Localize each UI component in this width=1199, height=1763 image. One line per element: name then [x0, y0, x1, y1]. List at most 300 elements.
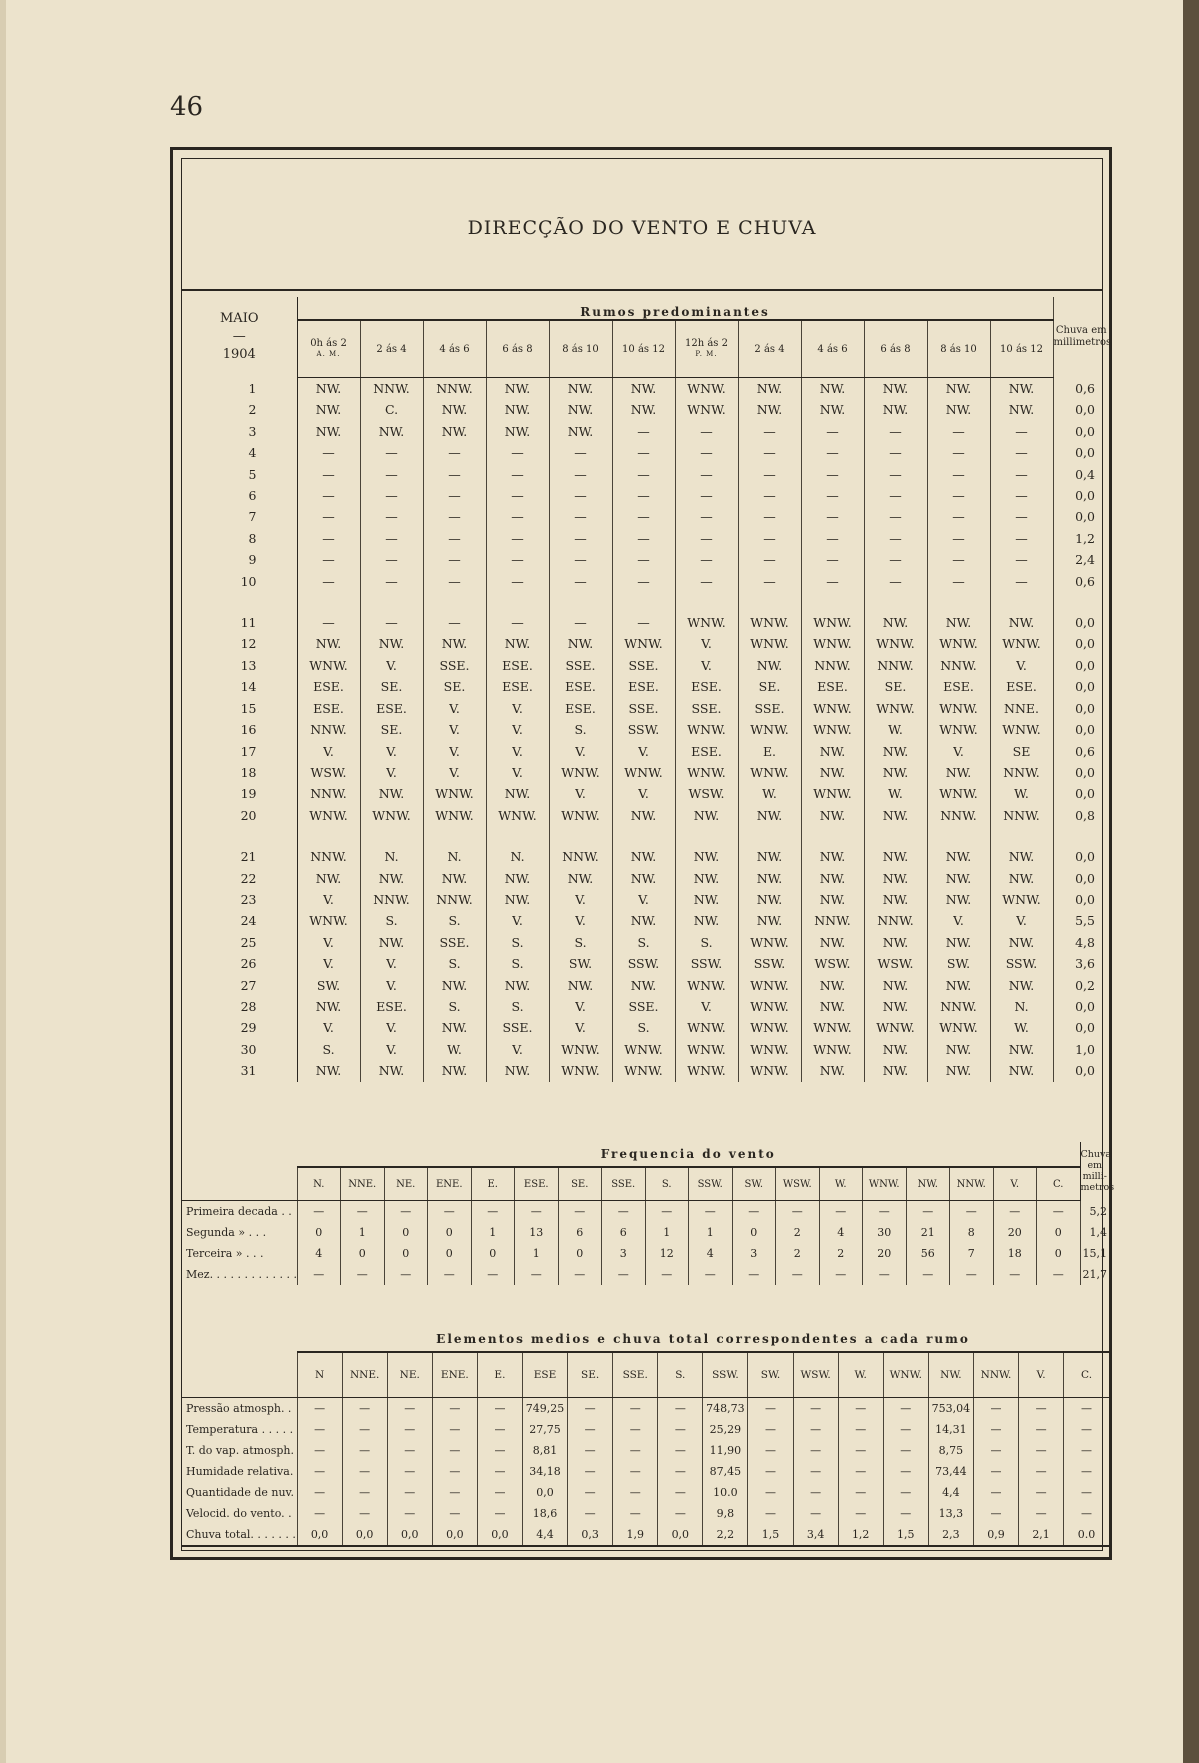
- time-column-header: [486, 320, 549, 378]
- wind-direction-cell: E.: [738, 741, 801, 762]
- elem-value-cell: —: [793, 1398, 838, 1420]
- spacer-cell: [612, 592, 675, 612]
- wind-direction-cell: WNW.: [738, 719, 801, 740]
- wind-direction-cell: NW.: [927, 889, 990, 910]
- elem-direction-header: S.: [658, 1352, 703, 1398]
- spacer-cell: [801, 592, 864, 612]
- wind-direction-cell: V.: [549, 1017, 612, 1038]
- wind-direction-cell: NW.: [990, 399, 1053, 420]
- wind-direction-cell: WNW.: [675, 762, 738, 783]
- wind-direction-cell: V.: [297, 741, 360, 762]
- wind-direction-cell: ESE.: [801, 676, 864, 697]
- wind-direction-cell: NW.: [549, 378, 612, 400]
- freq-value-cell: —: [297, 1264, 341, 1285]
- wind-direction-cell: NW.: [738, 868, 801, 889]
- elem-value-cell: 18,6: [522, 1503, 567, 1524]
- freq-value-cell: 18: [993, 1243, 1037, 1264]
- elem-value-cell: 1,2: [838, 1524, 883, 1546]
- rain-mm-cell: 1,2: [1075, 530, 1095, 546]
- elem-value-cell: —: [658, 1440, 703, 1461]
- elem-value-cell: —: [973, 1503, 1018, 1524]
- elem-value-cell: —: [477, 1398, 522, 1420]
- freq-value-cell: 12: [645, 1243, 689, 1264]
- wind-direction-cell: —: [864, 506, 927, 527]
- elem-value-cell: 27,75: [522, 1419, 567, 1440]
- wind-direction-cell: WNW.: [738, 762, 801, 783]
- wind-direction-cell: S.: [612, 1017, 675, 1038]
- elem-value-cell: —: [432, 1503, 477, 1524]
- day-number: 2: [182, 399, 297, 420]
- elem-value-cell: 753,04: [928, 1398, 973, 1420]
- freq-direction-header: S.: [645, 1167, 689, 1201]
- wind-direction-cell: —: [801, 506, 864, 527]
- elem-value-cell: 0,0: [432, 1524, 477, 1546]
- wind-direction-cell: NW.: [297, 399, 360, 420]
- elem-row: [182, 1524, 1109, 1546]
- wind-direction-cell: —: [990, 571, 1053, 592]
- elem-value-cell: 73,44: [928, 1461, 973, 1482]
- day-row: [182, 1017, 1109, 1038]
- elem-value-cell: 0,0: [658, 1524, 703, 1546]
- wind-direction-cell: —: [990, 528, 1053, 549]
- freq-value-cell: —: [645, 1201, 689, 1223]
- wind-direction-cell: —: [738, 421, 801, 442]
- wind-direction-cell: WNW.: [738, 633, 801, 654]
- rain-mm-cell: 0,0: [1075, 679, 1095, 695]
- wind-direction-cell: —: [990, 506, 1053, 527]
- wind-direction-cell: —: [486, 612, 549, 633]
- elem-row-label: Velocid. do vento. .: [182, 1503, 297, 1524]
- wind-direction-cell: WNW.: [864, 633, 927, 654]
- wind-direction-cell: V.: [297, 953, 360, 974]
- freq-row: [182, 1264, 1109, 1285]
- wind-direction-cell: WNW.: [801, 719, 864, 740]
- wind-direction-cell: WNW.: [612, 1060, 675, 1081]
- elem-value-cell: —: [1081, 1402, 1093, 1415]
- freq-value-cell: —: [1037, 1264, 1081, 1285]
- freq-row-label: Terceira » . . .: [182, 1243, 297, 1264]
- wind-direction-cell: C.: [360, 399, 423, 420]
- rain-mm-cell: 0,0: [1075, 615, 1095, 631]
- wind-direction-cell: S.: [297, 1039, 360, 1060]
- elem-value-cell: 8,81: [522, 1440, 567, 1461]
- wind-direction-cell: V.: [675, 655, 738, 676]
- wind-direction-cell: NW.: [801, 762, 864, 783]
- elem-value-cell: —: [883, 1503, 928, 1524]
- freq-value-cell: —: [341, 1201, 385, 1223]
- rain-mm-cell: 0,0: [1075, 636, 1095, 652]
- elem-value-cell: —: [387, 1419, 432, 1440]
- elem-value-cell: —: [658, 1461, 703, 1482]
- freq-value-cell: 2: [776, 1222, 820, 1243]
- day-row: [182, 442, 1109, 463]
- freq-direction-header: NE.: [384, 1167, 428, 1201]
- wind-direction-cell: NW.: [864, 1039, 927, 1060]
- elem-value-cell: —: [883, 1461, 928, 1482]
- spacer-cell: [486, 826, 549, 846]
- freq-value-cell: —: [906, 1264, 950, 1285]
- month-header: [182, 297, 297, 378]
- elem-value-cell: 87,45: [703, 1461, 748, 1482]
- day-row: [182, 889, 1109, 910]
- wind-direction-cell: NW.: [801, 741, 864, 762]
- wind-direction-cell: S.: [612, 932, 675, 953]
- wind-direction-cell: SE.: [360, 676, 423, 697]
- wind-direction-cell: —: [738, 442, 801, 463]
- wind-direction-cell: NW.: [801, 399, 864, 420]
- day-row: [182, 549, 1109, 570]
- wind-direction-cell: NW.: [927, 868, 990, 889]
- day-number: 27: [182, 975, 297, 996]
- wind-direction-cell: SSE.: [612, 996, 675, 1017]
- wind-direction-cell: NW.: [927, 762, 990, 783]
- freq-direction-header: NW.: [906, 1167, 950, 1201]
- time-period-label: A. M.: [316, 350, 341, 358]
- wind-direction-cell: —: [297, 571, 360, 592]
- elem-value-cell: —: [793, 1440, 838, 1461]
- wind-direction-cell: WNW.: [675, 612, 738, 633]
- freq-direction-header: WSW.: [776, 1167, 820, 1201]
- wind-direction-cell: NNW.: [927, 655, 990, 676]
- wind-direction-cell: ESE.: [360, 996, 423, 1017]
- wind-direction-cell: —: [549, 485, 612, 506]
- freq-value-cell: 4: [689, 1243, 733, 1264]
- wind-direction-cell: NW.: [486, 421, 549, 442]
- elem-value-cell: 0,0: [387, 1524, 432, 1546]
- elem-value-cell: —: [342, 1440, 387, 1461]
- wind-direction-cell: NW.: [801, 889, 864, 910]
- elem-value-cell: 0,0: [477, 1524, 522, 1546]
- wind-direction-cell: NW.: [990, 1039, 1053, 1060]
- wind-direction-cell: NW.: [612, 910, 675, 931]
- elem-group-header: Elementos medios e chuva total correspondentes a cada rumo: [297, 1327, 1109, 1352]
- elem-value-cell: —: [432, 1419, 477, 1440]
- wind-direction-cell: NNW.: [297, 783, 360, 804]
- freq-group-header: Frequencia do vento: [297, 1142, 1080, 1167]
- elem-value-cell: —: [883, 1398, 928, 1420]
- elem-value-cell: —: [477, 1440, 522, 1461]
- wind-direction-cell: —: [612, 442, 675, 463]
- wind-direction-cell: W.: [738, 783, 801, 804]
- day-number: 8: [182, 528, 297, 549]
- wind-direction-cell: NNW.: [990, 805, 1053, 826]
- wind-direction-cell: —: [675, 528, 738, 549]
- wind-direction-cell: —: [927, 571, 990, 592]
- elem-direction-header: SE.: [568, 1352, 613, 1398]
- wind-direction-cell: NW.: [990, 868, 1053, 889]
- elem-value-cell: 9,8: [703, 1503, 748, 1524]
- wind-direction-cell: WNW.: [549, 762, 612, 783]
- wind-direction-cell: —: [549, 442, 612, 463]
- elem-value-cell: —: [342, 1482, 387, 1503]
- elem-value-cell: —: [568, 1419, 613, 1440]
- spacer-cell: [549, 592, 612, 612]
- elem-value-cell: —: [1081, 1444, 1093, 1457]
- wind-direction-cell: S.: [486, 996, 549, 1017]
- time-column-header: [612, 320, 675, 378]
- day-row: [182, 783, 1109, 804]
- elem-direction-header: WNW.: [883, 1352, 928, 1398]
- page-title: DIRECÇÃO DO VENTO E CHUVA: [467, 217, 817, 239]
- rain-mm-cell: 0,0: [1075, 722, 1095, 738]
- wind-direction-cell: —: [297, 612, 360, 633]
- elem-direction-header: NW.: [928, 1352, 973, 1398]
- wind-direction-cell: —: [738, 571, 801, 592]
- wind-direction-cell: —: [864, 421, 927, 442]
- day-number: 16: [182, 719, 297, 740]
- wind-direction-cell: NW.: [486, 975, 549, 996]
- wind-direction-cell: S.: [486, 953, 549, 974]
- wind-direction-cell: SW.: [927, 953, 990, 974]
- freq-direction-header: NNW.: [950, 1167, 994, 1201]
- wind-direction-cell: WNW.: [549, 805, 612, 826]
- elem-value-cell: —: [973, 1398, 1018, 1420]
- day-number: 21: [182, 846, 297, 867]
- elem-direction-header: N: [297, 1352, 342, 1398]
- day-row: [182, 975, 1109, 996]
- freq-value-cell: —: [1037, 1201, 1081, 1223]
- elem-value-cell: —: [973, 1482, 1018, 1503]
- day-number: 18: [182, 762, 297, 783]
- wind-direction-cell: —: [927, 485, 990, 506]
- day-row: [182, 506, 1109, 527]
- freq-value-cell: 30: [863, 1222, 907, 1243]
- freq-value-cell: —: [993, 1201, 1037, 1223]
- freq-row: [182, 1222, 1109, 1243]
- wind-direction-cell: WNW.: [738, 612, 801, 633]
- elem-value-cell: —: [387, 1398, 432, 1420]
- wind-direction-cell: WNW.: [360, 805, 423, 826]
- freq-value-cell: 0: [1037, 1222, 1081, 1243]
- freq-direction-header: SSE.: [602, 1167, 646, 1201]
- wind-direction-cell: SE: [990, 741, 1053, 762]
- wind-direction-cell: —: [360, 442, 423, 463]
- wind-direction-cell: ESE.: [486, 676, 549, 697]
- freq-value-cell: —: [341, 1264, 385, 1285]
- freq-value-cell: 1: [471, 1222, 515, 1243]
- elem-value-cell: 13,3: [928, 1503, 973, 1524]
- time-range-label: 2 ás 4: [754, 343, 785, 355]
- day-number: 15: [182, 698, 297, 719]
- freq-row: [182, 1243, 1109, 1264]
- decade-spacer: [182, 826, 1109, 846]
- time-column-header: [927, 320, 990, 378]
- wind-direction-cell: WNW.: [612, 1039, 675, 1060]
- wind-direction-cell: SSW.: [612, 719, 675, 740]
- elem-value-cell: —: [1081, 1507, 1093, 1520]
- freq-chuva-header: Chuva em milli-metros: [1080, 1142, 1109, 1201]
- day-row: [182, 805, 1109, 826]
- wind-direction-cell: NW.: [486, 889, 549, 910]
- day-row: [182, 1060, 1109, 1081]
- elem-value-cell: 1,5: [748, 1524, 793, 1546]
- day-number: 12: [182, 633, 297, 654]
- wind-direction-cell: V.: [675, 996, 738, 1017]
- wind-direction-cell: NW.: [423, 633, 486, 654]
- wind-direction-cell: —: [360, 506, 423, 527]
- wind-direction-cell: NW.: [990, 612, 1053, 633]
- elem-value-cell: —: [838, 1482, 883, 1503]
- day-number: 14: [182, 676, 297, 697]
- freq-direction-header: W.: [819, 1167, 863, 1201]
- day-number: 23: [182, 889, 297, 910]
- freq-value-cell: 56: [906, 1243, 950, 1264]
- wind-direction-cell: —: [360, 485, 423, 506]
- spacer-cell: [864, 592, 927, 612]
- wind-direction-cell: —: [423, 528, 486, 549]
- day-row: [182, 655, 1109, 676]
- time-column-header: [801, 320, 864, 378]
- day-number: 3: [182, 421, 297, 442]
- day-row: [182, 996, 1109, 1017]
- spacer-cell: [360, 592, 423, 612]
- wind-direction-cell: NW.: [864, 868, 927, 889]
- wind-direction-cell: —: [738, 506, 801, 527]
- freq-value-cell: 0: [428, 1222, 472, 1243]
- elem-row: [182, 1419, 1109, 1440]
- spacer-cell: [182, 826, 297, 846]
- wind-direction-cell: WNW.: [801, 1039, 864, 1060]
- wind-direction-cell: V.: [549, 783, 612, 804]
- wind-direction-cell: NW.: [738, 846, 801, 867]
- wind-direction-cell: NW.: [486, 399, 549, 420]
- elem-value-cell: —: [477, 1419, 522, 1440]
- wind-direction-cell: S.: [360, 910, 423, 931]
- wind-direction-cell: S.: [423, 996, 486, 1017]
- freq-value-cell: 0: [471, 1243, 515, 1264]
- wind-direction-cell: —: [927, 464, 990, 485]
- day-row: [182, 676, 1109, 697]
- wind-direction-cell: NW.: [675, 910, 738, 931]
- time-column-header: [675, 320, 738, 378]
- elem-value-cell: —: [883, 1440, 928, 1461]
- time-period-label: P. M.: [695, 350, 718, 358]
- wind-direction-cell: WNW.: [738, 1039, 801, 1060]
- wind-direction-cell: WNW.: [927, 783, 990, 804]
- wind-direction-cell: —: [612, 612, 675, 633]
- wind-direction-cell: —: [675, 506, 738, 527]
- wind-direction-cell: —: [297, 506, 360, 527]
- wind-direction-cell: NW.: [675, 846, 738, 867]
- wind-direction-cell: V.: [549, 996, 612, 1017]
- freq-direction-header: ESE.: [515, 1167, 559, 1201]
- day-number: 31: [182, 1060, 297, 1081]
- wind-direction-cell: S.: [423, 910, 486, 931]
- wind-direction-cell: NW.: [864, 378, 927, 400]
- wind-direction-cell: NW.: [486, 633, 549, 654]
- day-number: 10: [182, 571, 297, 592]
- wind-direction-cell: —: [864, 464, 927, 485]
- elem-value-cell: —: [613, 1461, 658, 1482]
- elem-value-cell: —: [432, 1461, 477, 1482]
- wind-direction-cell: NW.: [864, 846, 927, 867]
- wind-direction-cell: NW.: [423, 1060, 486, 1081]
- wind-direction-cell: SE.: [360, 719, 423, 740]
- freq-value-cell: —: [689, 1264, 733, 1285]
- wind-direction-cell: WSW.: [675, 783, 738, 804]
- wind-direction-cell: —: [864, 528, 927, 549]
- wind-direction-cell: NW.: [990, 975, 1053, 996]
- elem-row: [182, 1398, 1109, 1420]
- wind-direction-cell: WNW.: [738, 975, 801, 996]
- elem-value-cell: —: [748, 1419, 793, 1440]
- wind-direction-cell: NW.: [297, 378, 360, 400]
- elem-value-cell: —: [838, 1398, 883, 1420]
- wind-direction-cell: —: [612, 421, 675, 442]
- wind-direction-cell: —: [675, 464, 738, 485]
- freq-value-cell: 21: [906, 1222, 950, 1243]
- elem-direction-header: NNW.: [973, 1352, 1018, 1398]
- wind-direction-cell: —: [990, 421, 1053, 442]
- time-column-header: [864, 320, 927, 378]
- wind-direction-cell: WNW.: [738, 932, 801, 953]
- wind-direction-cell: NW.: [675, 889, 738, 910]
- elem-row-label: Pressão atmosph. .: [182, 1398, 297, 1420]
- day-row: [182, 421, 1109, 442]
- wind-direction-cell: WNW.: [612, 633, 675, 654]
- elem-value-cell: —: [748, 1503, 793, 1524]
- wind-direction-cell: NW.: [738, 889, 801, 910]
- freq-value-cell: —: [950, 1201, 994, 1223]
- wind-direction-cell: NNW.: [864, 655, 927, 676]
- elem-row-label: Humidade relativa.: [182, 1461, 297, 1482]
- elem-value-cell: —: [387, 1482, 432, 1503]
- spacer-cell: [738, 826, 801, 846]
- wind-direction-cell: SSE.: [612, 655, 675, 676]
- wind-direction-cell: —: [801, 464, 864, 485]
- wind-direction-cell: V.: [486, 719, 549, 740]
- rain-mm-cell: 4,8: [1075, 934, 1095, 950]
- elem-value-cell: 0,3: [568, 1524, 613, 1546]
- spacer-cell: [486, 592, 549, 612]
- time-range-label: 10 ás 12: [1000, 343, 1043, 355]
- rain-mm-cell: 0,0: [1075, 445, 1095, 461]
- wind-direction-cell: NW.: [675, 805, 738, 826]
- freq-direction-header: ENE.: [428, 1167, 472, 1201]
- wind-direction-cell: NNW.: [297, 846, 360, 867]
- spacer-cell: [927, 592, 990, 612]
- wind-direction-cell: SE.: [738, 676, 801, 697]
- elem-value-cell: 4,4: [928, 1482, 973, 1503]
- rain-mm-cell: 0,2: [1075, 977, 1095, 993]
- table-frame: [170, 147, 1115, 1560]
- elem-value-cell: —: [883, 1482, 928, 1503]
- spacer-cell: [1053, 826, 1109, 846]
- freq-value-cell: 6: [602, 1222, 646, 1243]
- wind-direction-cell: SW.: [549, 953, 612, 974]
- elem-value-cell: —: [793, 1503, 838, 1524]
- wind-direction-cell: V.: [423, 719, 486, 740]
- elem-value-cell: —: [477, 1503, 522, 1524]
- page-edge: [0, 0, 6, 1763]
- wind-direction-cell: WSW.: [297, 762, 360, 783]
- day-row: [182, 612, 1109, 633]
- wind-direction-cell: NW.: [990, 378, 1053, 400]
- freq-value-cell: —: [950, 1264, 994, 1285]
- wind-direction-cell: NW.: [423, 975, 486, 996]
- wind-direction-cell: WNW.: [423, 783, 486, 804]
- rain-mm-cell: 0,8: [1075, 807, 1095, 823]
- wind-direction-cell: NW.: [864, 399, 927, 420]
- time-range-label: 12h ás 2: [685, 338, 728, 349]
- rain-mm-cell: 0,6: [1075, 743, 1095, 759]
- wind-direction-cell: NNW.: [549, 846, 612, 867]
- freq-value-cell: 1: [689, 1222, 733, 1243]
- wind-direction-cell: NW.: [486, 783, 549, 804]
- wind-direction-cell: NW.: [738, 805, 801, 826]
- freq-value-cell: —: [384, 1264, 428, 1285]
- wind-direction-cell: V.: [297, 1017, 360, 1038]
